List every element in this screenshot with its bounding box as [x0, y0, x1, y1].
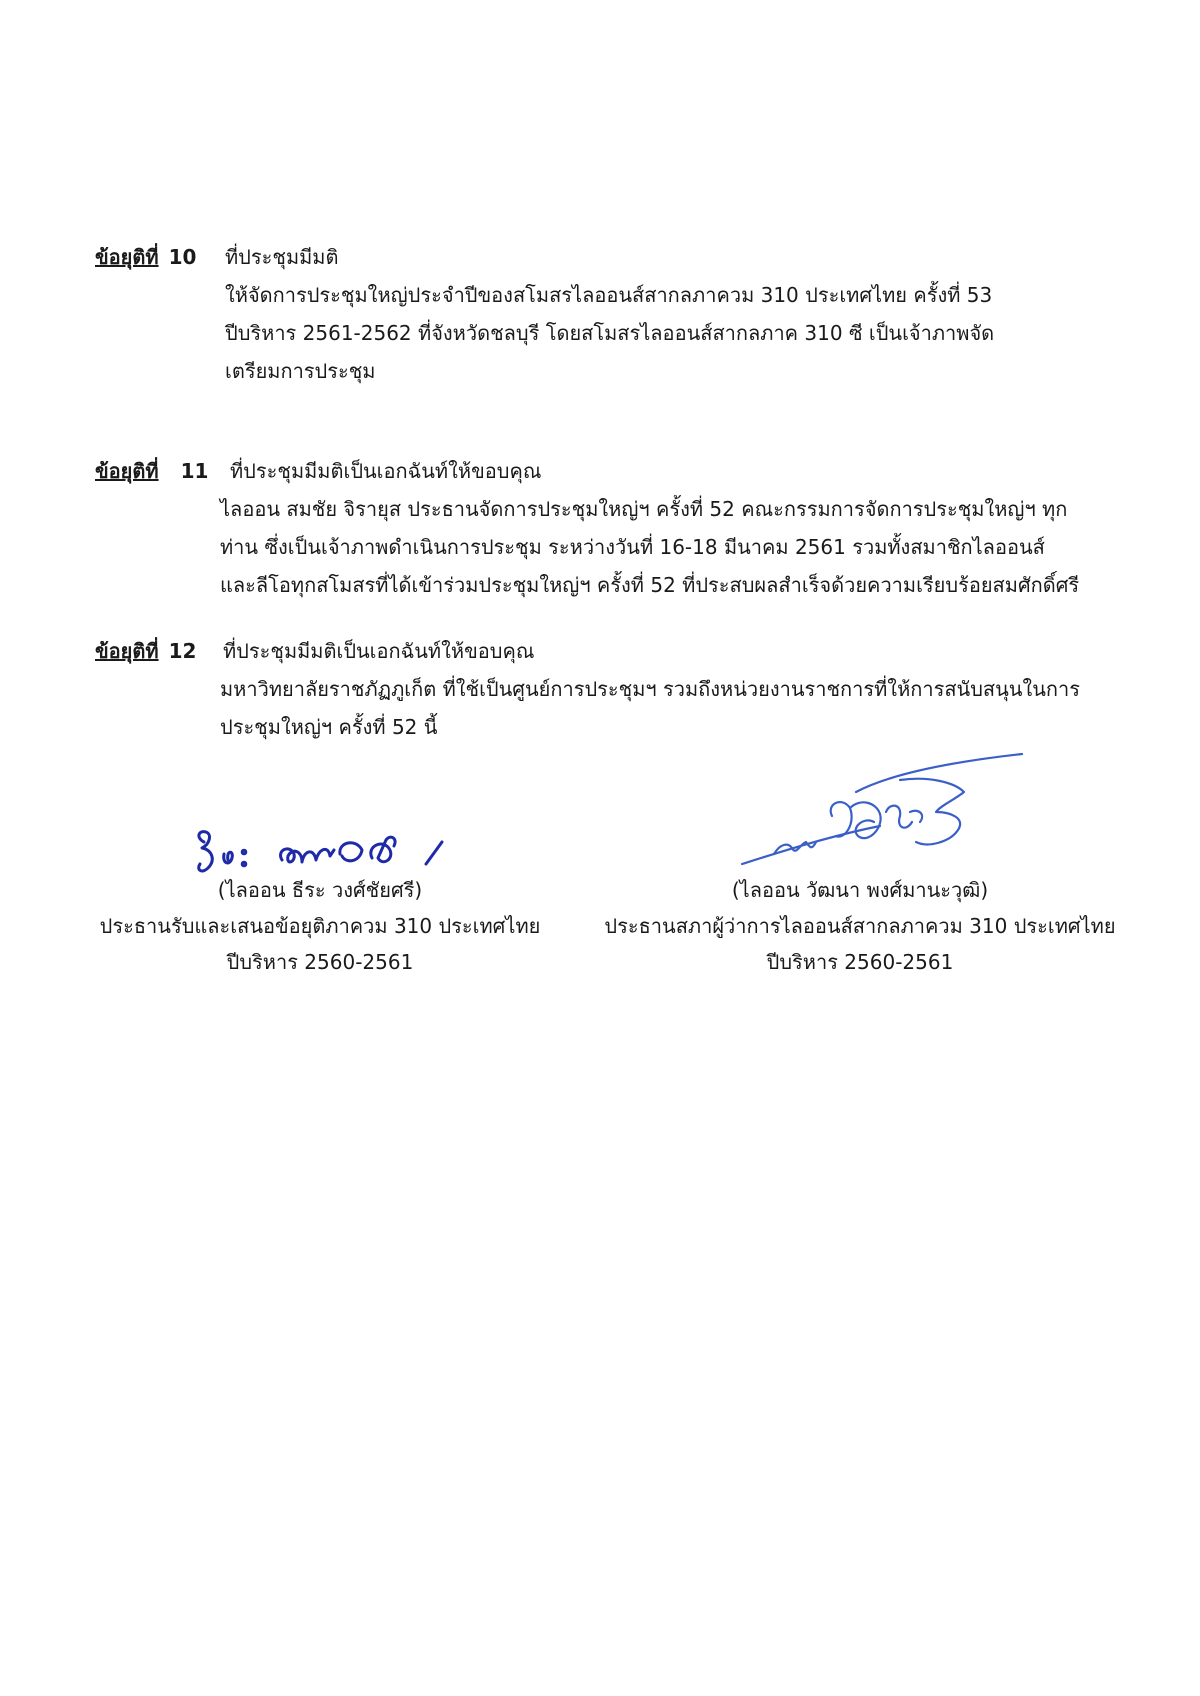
signature-right-handwriting — [740, 752, 1030, 892]
resolution-line: มหาวิทยาลัยราชภัฏภูเก็ต ที่ใช้เป็นศูนย์การประชุมฯ รวมถึงหน่วยงานราชการที่ให้การสนับสนุนในการ — [220, 677, 1080, 701]
signature-left — [80, 872, 560, 980]
signer-term: ปีบริหาร 2560-2561 — [766, 950, 954, 974]
resolution-body — [220, 490, 1115, 604]
resolution-10 — [95, 238, 1115, 390]
signer-term: ปีบริหาร 2560-2561 — [226, 950, 414, 974]
resolution-line: ไลออน สมชัย จิรายุส ประธานจัดการประชุมใหญ่ฯ ครั้งที่ 52 คณะกรรมการจัดการประชุมใหญ่ฯ ทุก — [220, 497, 1068, 521]
resolution-header — [95, 238, 1115, 276]
signer-role: ประธานสภาผู้ว่าการไลออนส์สากลภาควม 310 ประเทศไทย — [604, 914, 1116, 938]
resolution-number — [95, 452, 208, 490]
resolution-line: ปีบริหาร 2561-2562 ที่จังหวัดชลบุรี โดยสโมสรไลออนส์สากลภาค 310 ซี เป็นเจ้าภาพจัด — [225, 321, 995, 345]
resolution-digit: 12 — [168, 639, 197, 663]
resolution-digit: 10 — [168, 245, 197, 269]
resolution-11 — [95, 452, 1115, 604]
resolution-number — [95, 632, 196, 670]
resolution-line: และลีโอทุกสโมสรที่ได้เข้าร่วมประชุมใหญ่ฯ ครั้งที่ 52 ที่ประสบผลสำเร็จด้วยความเรียบร้อยสมศักดิ์ศรี — [220, 573, 1080, 597]
signer-role: ประธานรับและเสนอข้อยุติภาควม 310 ประเทศไทย — [99, 914, 541, 938]
resolution-title: ที่ประชุมมีมติเป็นเอกฉันท์ให้ขอบคุณ — [223, 639, 535, 663]
resolution-header — [95, 632, 1115, 670]
signer-name: (ไลออน ธีระ วงศ์ชัยศรี) — [217, 878, 423, 902]
signer-name: (ไลออน วัฒนา พงศ์มานะวุฒิ) — [731, 878, 989, 902]
resolution-label: ข้อยุติที่ — [95, 639, 159, 663]
resolution-line: ท่าน ซึ่งเป็นเจ้าภาพดำเนินการประชุม ระหว่างวันที่ 16-18 มีนาคม 2561 รวมทั้งสมาชิกไลออนส์ — [220, 535, 1045, 559]
resolution-number — [95, 238, 196, 276]
resolution-body — [225, 276, 1115, 390]
resolution-line: ให้จัดการประชุมใหญ่ประจำปีของสโมสรไลออนส์สากลภาควม 310 ประเทศไทย ครั้งที่ 53 — [225, 283, 993, 307]
resolution-12 — [95, 632, 1115, 746]
resolution-title: ที่ประชุมมีมติเป็นเอกฉันท์ให้ขอบคุณ — [230, 459, 542, 483]
resolution-line: ประชุมใหญ่ฯ ครั้งที่ 52 นี้ — [220, 715, 438, 739]
resolution-line: เตรียมการประชุม — [225, 359, 376, 383]
resolution-label: ข้อยุติที่ — [95, 245, 159, 269]
resolution-body — [220, 670, 1115, 746]
resolution-label: ข้อยุติที่ — [95, 459, 159, 483]
signature-right — [580, 872, 1140, 980]
resolution-header — [95, 452, 1115, 490]
resolution-title: ที่ประชุมมีมติ — [225, 245, 339, 269]
resolution-digit: 11 — [180, 459, 209, 483]
